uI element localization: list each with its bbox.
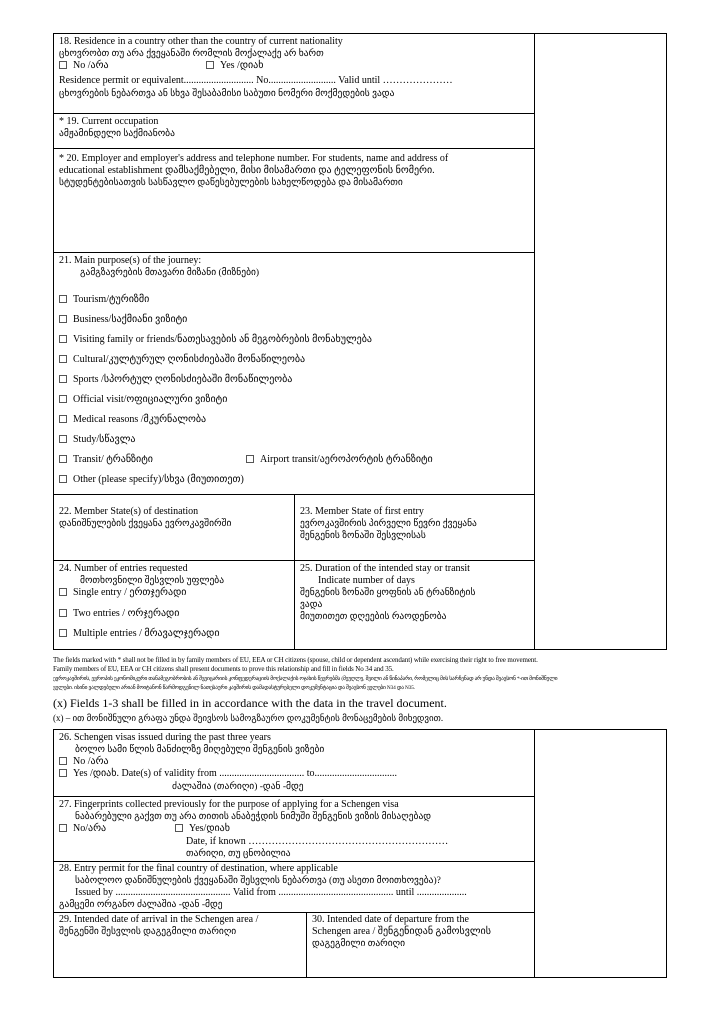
field-26-sub-ka: ძალაშია (თარიღი) -დან -მდე: [172, 782, 304, 792]
field-26-title-ka: ბოლო სამი წლის მანძილზე მიღებული შენგენის ვიზები: [75, 745, 325, 755]
divider-19-20: [53, 148, 535, 149]
field-21-title: 21. Main purpose(s) of the journey:: [59, 255, 202, 266]
purpose-option-study[interactable]: [59, 434, 135, 446]
entries-label: Two entries / ორჯერადი: [73, 608, 180, 619]
divider-27-28: [53, 861, 535, 862]
purpose-label: Tourism/ტურიზმი: [73, 294, 150, 305]
purpose-label: Medical reasons /მკურნალობა: [73, 414, 207, 425]
field-26-no-label: No /არა: [73, 756, 109, 767]
note-2: Family members of EU, EEA or CH citizens shall present documents to prove this relationship and fill in fields No 34 and 35.: [53, 665, 394, 673]
purpose-label: Airport transit/აეროპორტის ტრანზიტი: [260, 454, 433, 465]
field-30-title: 30. Intended date of departure from the: [312, 914, 469, 925]
note-3: ევროკავშირის, ევროპის ეკონომიკური თანამეგობრობის ან შვეიცარიის კონფედერაციის მოქალაქის ოჯახის წევრებმა (მეუღლე, შვილი ან წინაპარი, რომელიც მის სარჩენად არ უნდა შეავსონ *-ით მონიშნული: [53, 676, 558, 682]
checkbox[interactable]: [59, 295, 67, 303]
field-28-title: 28. Entry permit for the final country of destination, where applicable: [59, 863, 338, 874]
checkbox[interactable]: [59, 824, 67, 832]
purpose-option-official[interactable]: [59, 394, 227, 406]
checkbox[interactable]: [59, 609, 67, 617]
checkbox[interactable]: [59, 769, 67, 777]
purpose-label: Cultural/კულტურულ ღონისძიებაში მონაწილეობა: [73, 354, 306, 365]
field-25-ka2: ვადა: [300, 600, 323, 610]
field-28-issued-ka: გამცემი ორგანო ძალაშია -დან -მდე: [59, 900, 223, 910]
checkbox[interactable]: [59, 588, 67, 596]
purpose-label: Transit/ ტრანზიტი: [73, 454, 153, 465]
field-23-ka2: შენგენის ზონაში შესვლისას: [300, 531, 426, 541]
field-25-ka3: მიუთითეთ დღეების რაოდენობა: [300, 612, 447, 622]
field-24-title-ka: მოთხოვნილი შესვლის უფლება: [80, 576, 225, 586]
field-27-no-label: No/არა: [73, 823, 107, 834]
field-22-title: 22. Member State(s) of destination: [59, 506, 199, 517]
field-23-ka1: ევროკავშირის პირველი წევრი ქვეყანა: [300, 519, 477, 529]
field-27-title: 27. Fingerprints collected previously for the purpose of applying for a Schengen visa: [59, 799, 399, 810]
divider-29-30: [306, 912, 307, 978]
purpose-label: Other (please specify)/სხვა (მიუთითეთ): [73, 474, 244, 485]
field-25-title: 25. Duration of the intended stay or transit: [300, 563, 470, 574]
entries-option-two[interactable]: [59, 608, 179, 620]
field-26-title: 26. Schengen visas issued during the past three years: [59, 732, 271, 743]
checkbox[interactable]: [206, 61, 214, 69]
field-20-line2: educational establishment დამსაქმებელი, მისი მისამართი და ტელეფონის ნომერი.: [59, 165, 435, 176]
field-18-yes-option[interactable]: [206, 60, 264, 72]
purpose-option-cultural[interactable]: [59, 354, 305, 366]
checkbox[interactable]: [59, 415, 67, 423]
field-26-no-option[interactable]: [59, 756, 109, 768]
field-26-yes-label: Yes /დიახ. Date(s) of validity from .................................. to.................................: [73, 768, 398, 779]
divider-18-19: [53, 113, 535, 114]
purpose-option-tourism[interactable]: [59, 294, 149, 306]
field-29-title-ka: შენგენში შესვლის დაგეგმილი თარიღი: [59, 927, 237, 937]
purpose-label: Official visit/ოფიციალური ვიზიტი: [73, 394, 228, 405]
field-22-title-ka: დანიშნულების ქვეყანა ევროკავშირში: [59, 519, 232, 529]
field-25-sub: Indicate number of days: [318, 575, 415, 586]
field-18-permit-line[interactable]: Residence permit or equivalent............................ No........................... Valid until …………………: [59, 75, 453, 86]
purpose-option-visiting[interactable]: [59, 334, 372, 346]
side-column-divider: [534, 33, 535, 650]
checkbox[interactable]: [175, 824, 183, 832]
checkbox[interactable]: [246, 455, 254, 463]
purpose-option-sports[interactable]: [59, 374, 292, 386]
field-27-date-line[interactable]: Date, if known ……………………………………………………: [186, 836, 449, 847]
field-19-title-ka: ამჟამინდელი საქმიანობა: [59, 129, 175, 139]
note-1: The fields marked with * shall not be filled in by family members of EU, EEA or CH citizens (spouse, child or dependent ascendant) while exercising their right to free movement.: [53, 656, 538, 664]
field-18-title-ka: ცხოვრობთ თუ არა ქვეყანაში რომლის მოქალაქე არ ხართ: [59, 49, 324, 59]
checkbox[interactable]: [59, 757, 67, 765]
note-x-fields: (x) Fields 1-3 shall be filled in in accordance with the data in the travel document.: [53, 696, 447, 710]
field-18-permit-line-ka: ცხოვრების ნებართვა ან სხვა შესაბამისი საბუთი ნომერი მოქმედების ვადა: [59, 89, 395, 99]
note-4: ველები. ისინი ვალდებული არიან მოიტანონ წარმოდგენილ ნათესაური კავშირის დამადასტურებელი დოკუმენტაცია და შეავსონ ველები N34 და N35.: [53, 685, 416, 691]
field-18-title: 18. Residence in a country other than the country of current nationality: [59, 36, 343, 47]
purpose-option-business[interactable]: [59, 314, 187, 326]
field-28-issued-line[interactable]: Issued by .............................................. Valid from .............................................. until ....................: [75, 887, 467, 898]
field-30-line2: Schengen area / შენგენიდან გამოსვლის: [312, 926, 491, 937]
field-20-line3: სტუდენტებისათვის სასწავლო დაწესებულების სახელწოდება და მისამართი: [59, 178, 403, 188]
field-23-title: 23. Member State of first entry: [300, 506, 424, 517]
checkbox[interactable]: [59, 475, 67, 483]
divider-26-27: [53, 796, 535, 797]
purpose-label: Visiting family or friends/ნათესავების ან მეგობრების მონახულება: [73, 334, 372, 345]
field-24-title: 24. Number of entries requested: [59, 563, 188, 574]
divider-20-21: [53, 252, 535, 253]
field-18-yes-label: Yes /დიახ: [220, 60, 264, 71]
checkbox[interactable]: [59, 375, 67, 383]
checkbox[interactable]: [59, 435, 67, 443]
lower-side-divider: [534, 729, 535, 978]
field-19-title: * 19. Current occupation: [59, 116, 159, 127]
checkbox[interactable]: [59, 355, 67, 363]
entries-label: Single entry / ერთჯერადი: [73, 587, 187, 598]
field-30-line3: დაგეგმილი თარიღი: [312, 939, 406, 949]
purpose-option-medical[interactable]: [59, 414, 206, 426]
field-27-no-option[interactable]: [59, 823, 106, 835]
purpose-label: Study/სწავლა: [73, 434, 136, 445]
checkbox[interactable]: [59, 315, 67, 323]
purpose-label: Sports /სპორტულ ღონისძიებაში მონაწილეობა: [73, 374, 293, 385]
field-27-yes-label: Yes/დიახ: [189, 823, 230, 834]
note-x-fields-ka: (x) – ით მონიშნული გრაფა უნდა შეივსოს სამოგზაურო დოკუმენტის მონაცემების მიხედვით.: [53, 713, 444, 723]
checkbox[interactable]: [59, 335, 67, 343]
field-21-title-ka: გამგზავრების მთავარი მიზანი (მიზნები): [80, 268, 260, 278]
entries-label: Multiple entries / მრავალჯერადი: [73, 628, 220, 639]
entries-option-single[interactable]: [59, 587, 186, 599]
divider-22-23: [294, 494, 295, 650]
checkbox[interactable]: [59, 61, 67, 69]
field-28-title-ka: საბოლოო დანიშნულების ქვეყანაში შესვლის ნებართვა (თუ ასეთი მოითხოვება)?: [75, 876, 441, 886]
field-27-title-ka: ნაბარებული გაქვთ თუ არა თითის ანაბეჭდის ნიმუში შენგენის ვიზის მისაღებად: [75, 812, 432, 822]
purpose-option-airport-transit[interactable]: [246, 454, 433, 466]
field-18-no-option[interactable]: [59, 60, 109, 72]
entries-option-multiple[interactable]: [59, 628, 220, 640]
divider-28-29: [53, 912, 535, 913]
field-26-yes-option[interactable]: [59, 768, 397, 780]
field-20-line1: * 20. Employer and employer's address and telephone number. For students, name and address of: [59, 153, 449, 164]
field-18-no-label: No /არა: [73, 60, 109, 71]
checkbox[interactable]: [59, 395, 67, 403]
purpose-option-other[interactable]: [59, 474, 244, 486]
field-27-yes-option[interactable]: [175, 823, 230, 835]
field-27-date-ka: თარიღი, თუ ცნობილია: [186, 849, 291, 859]
field-25-ka1: შენგენის ზონაში ყოფნის ან ტრანზიტის: [300, 588, 476, 598]
purpose-option-transit[interactable]: [59, 454, 153, 466]
checkbox[interactable]: [59, 455, 67, 463]
purpose-label: Business/საქმიანი ვიზიტი: [73, 314, 188, 325]
checkbox[interactable]: [59, 629, 67, 637]
field-29-title: 29. Intended date of arrival in the Schengen area /: [59, 914, 259, 925]
